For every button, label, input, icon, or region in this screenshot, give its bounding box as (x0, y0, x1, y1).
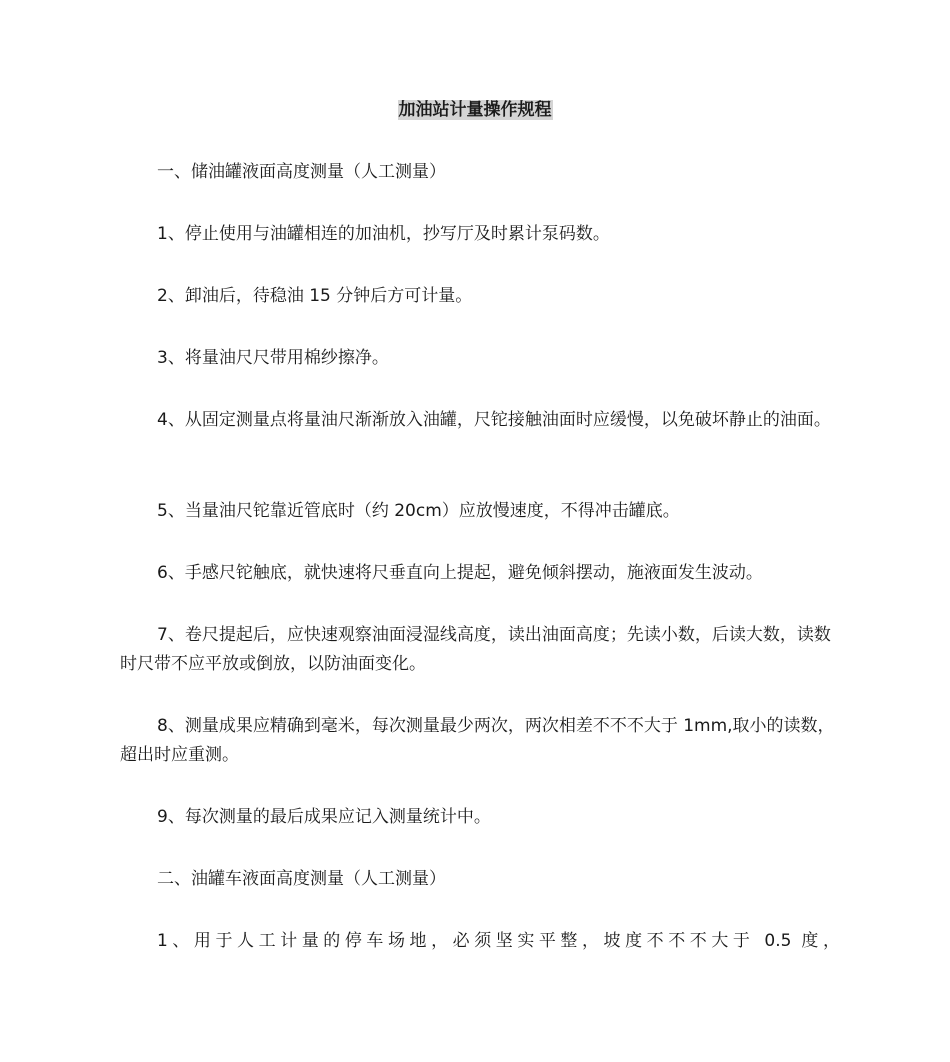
paragraph-step-2: 2、卸油后，待稳油 15 分钟后方可计量。 (157, 286, 473, 306)
paragraph-step-4: 4、从固定测量点将量油尺渐渐放入油罐，尺铊接触油面时应缓慢，以免破坏静止的油面。 (157, 410, 831, 430)
paragraph-step-6: 6、手感尺铊触底，就快速将尺垂直向上提起，避免倾斜摆动，施液面发生波动。 (157, 563, 763, 583)
paragraph-step-7: 7、卷尺提起后，应快速观察油面浸湿线高度，读出油面高度；先读小数，后读大数，读数时尺带不应平放或倒放，以防油面变化。 (120, 625, 831, 674)
paragraph-step-5: 5、当量油尺铊靠近管底时（约 20cm）应放慢速度，不得冲击罐底。 (157, 501, 680, 521)
section-heading-1: 一、储油罐液面高度测量（人工测量） (157, 162, 446, 182)
document-title-text: 加油站计量操作规程 (398, 100, 552, 120)
paragraph-tanker-step-1: 1、用于人工计量的停车场地，必须坚实平整，坡度不不不大于 0.5 度， (157, 931, 840, 951)
paragraph-step-1: 1、停止使用与油罐相连的加油机，抄写厅及时累计泵码数。 (157, 224, 610, 244)
paragraph-step-8: 8、测量成果应精确到毫米，每次测量最少两次，两次相差不不不大于 1mm,取小的读数，超出时应重测。 (120, 716, 835, 765)
document-title (0, 96, 950, 124)
section-heading-2: 二、油罐车液面高度测量（人工测量） (157, 869, 446, 889)
paragraph-step-3: 3、将量油尺尺带用棉纱擦净。 (157, 348, 389, 368)
paragraph-step-9: 9、每次测量的最后成果应记入测量统计中。 (157, 807, 491, 827)
